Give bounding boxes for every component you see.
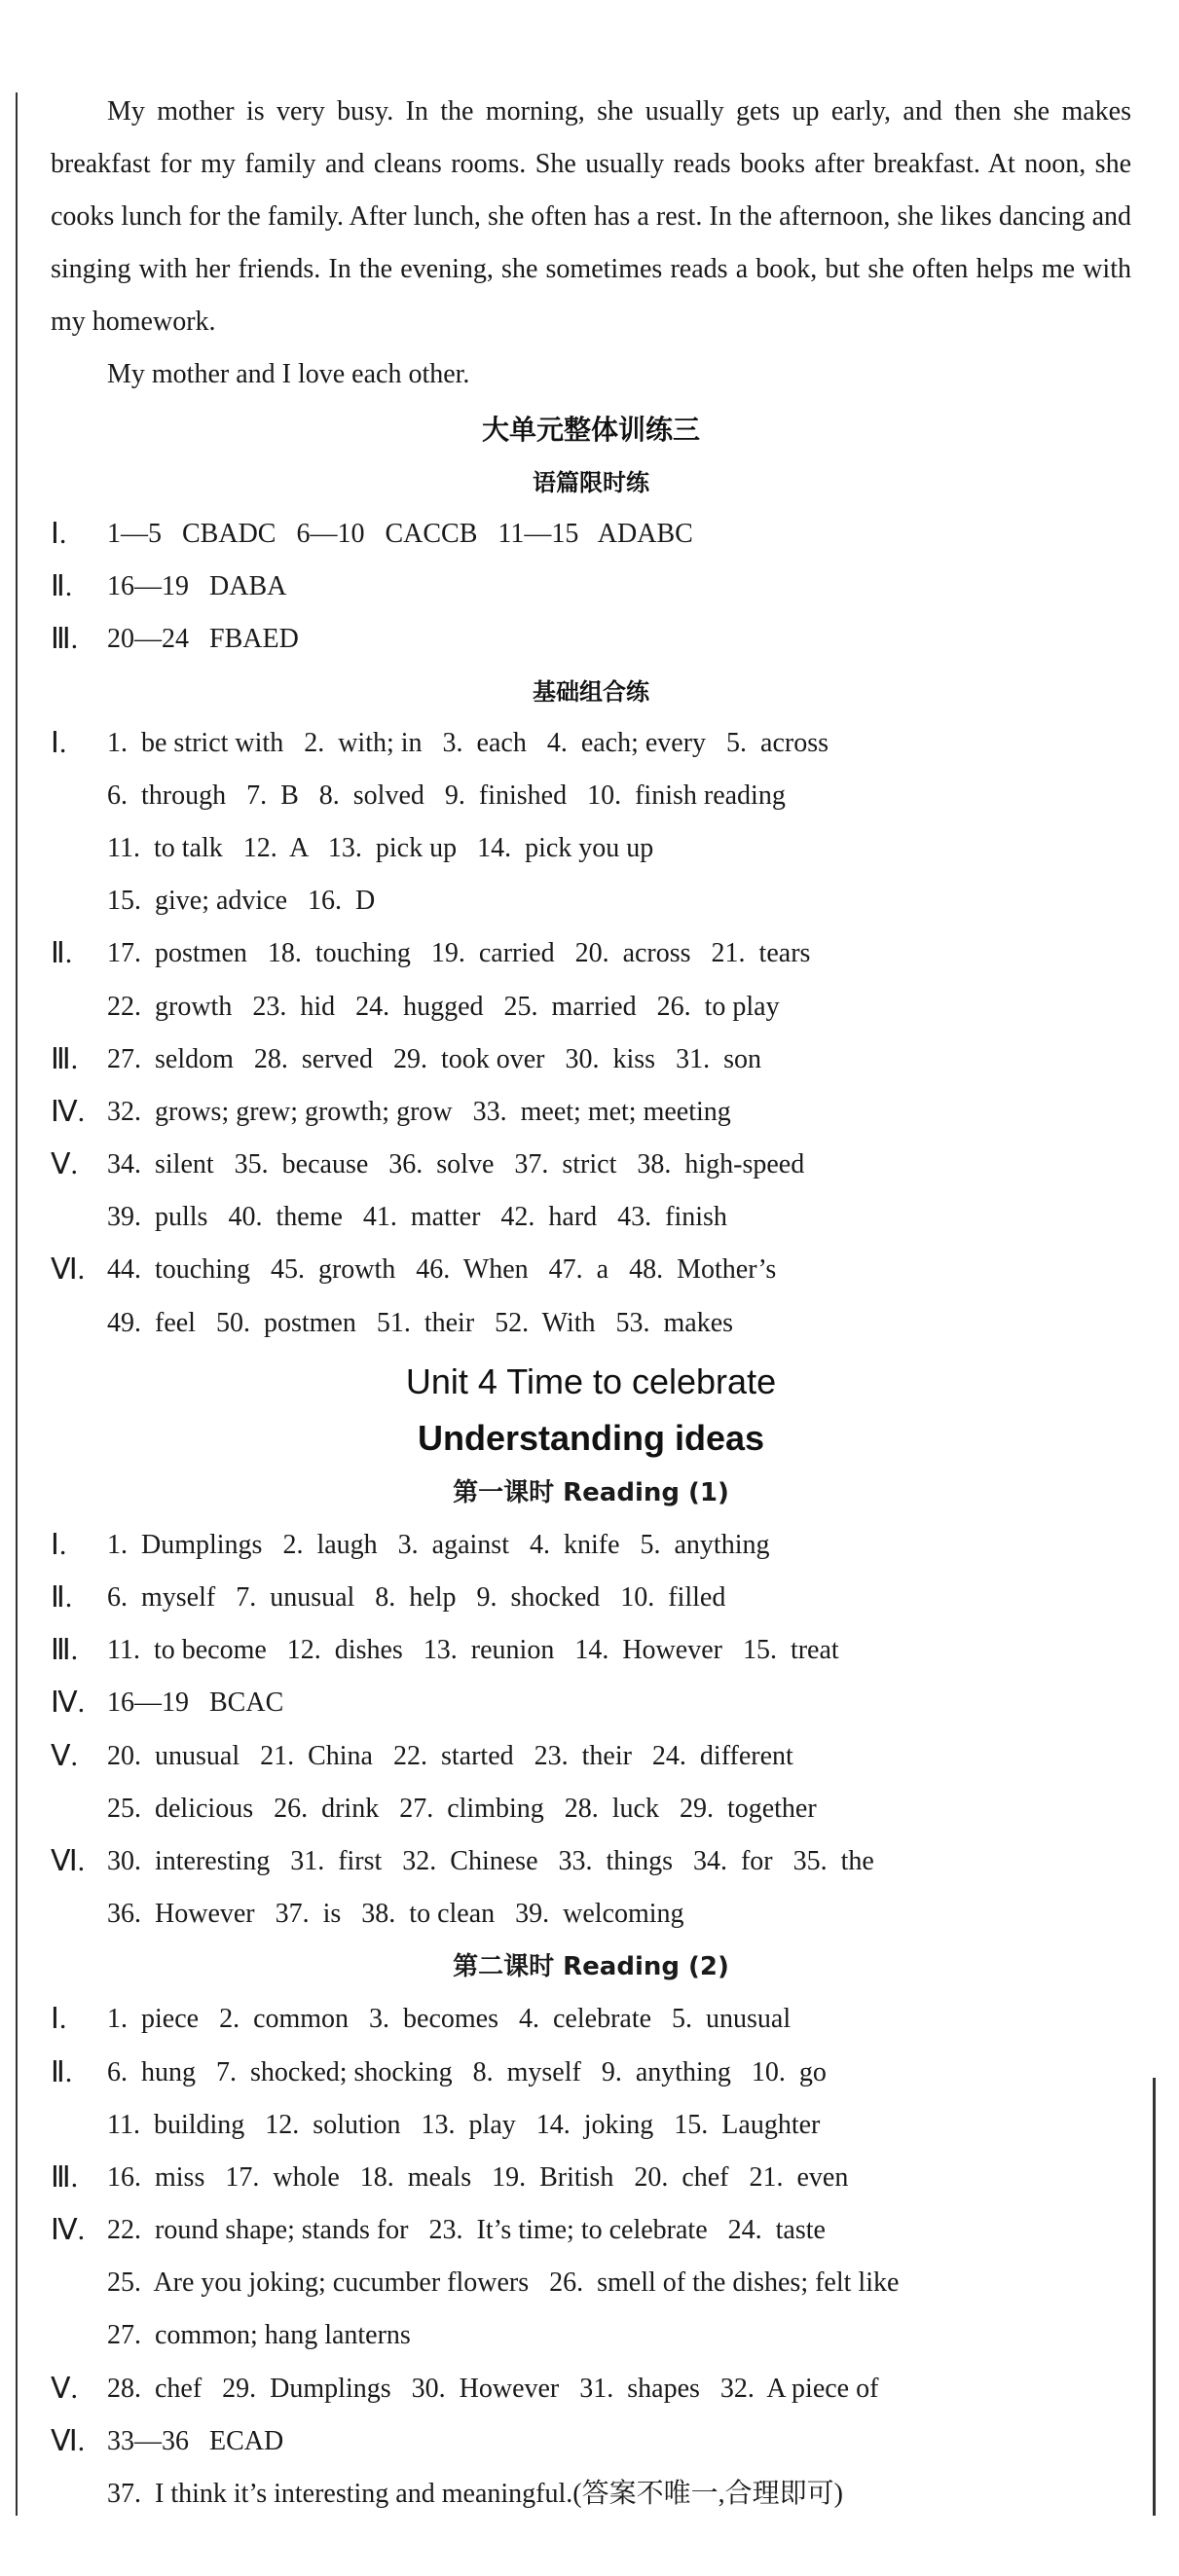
answer-text: 1. be strict with 2. with; in 3. each 4. each; every 5. across xyxy=(107,727,829,758)
roman-numeral: Ⅱ. xyxy=(51,1581,73,1614)
answer-row xyxy=(51,822,1131,875)
answer-row xyxy=(51,1191,1131,1244)
lesson1-answers xyxy=(51,1519,1131,1941)
roman-numeral: Ⅵ. xyxy=(51,1844,86,1877)
answer-text: 16. miss 17. whole 18. meals 19. British 20. chef 21. even xyxy=(107,2161,849,2193)
answer-text: 6. myself 7. unusual 8. help 9. shocked 10. filled xyxy=(107,1582,726,1613)
answer-text: 16—19 DABA xyxy=(107,571,287,602)
roman-numeral: Ⅵ. xyxy=(51,2424,86,2457)
answer-row xyxy=(51,770,1131,822)
answer-text: 25. delicious 26. drink 27. climbing 28. luck 29. together xyxy=(107,1793,817,1824)
lesson2-answers xyxy=(51,1993,1131,2521)
right-border-line xyxy=(1153,2078,1156,2516)
answer-text: 15. give; advice 16. D xyxy=(107,886,376,917)
passage-paragraph-1: My mother is very busy. In the morning, she usually gets up early, and then she makes breakfast for my family and cleans rooms. She usually reads books after breakfast. At noon, she cooks lunch for the family. After lunch, she often has a rest. In the afternoon, she likes dancing and singing with her friends. In the evening, she sometimes reads a book, but she often helps me with my homework. xyxy=(51,96,1131,337)
answer-row xyxy=(51,561,1131,613)
answer-text: 22. round shape; stands for 23. It’s time; to celebrate 24. taste xyxy=(107,2215,826,2246)
answer-row xyxy=(51,1086,1131,1139)
answer-text: 22. growth 23. hid 24. hugged 25. married 26. to play xyxy=(107,991,780,1022)
unit4-subtitle: Understanding ideas xyxy=(417,1417,765,1458)
reading-practice-answers xyxy=(51,508,1131,667)
answer-text: 30. interesting 31. first 32. Chinese 33. things 34. for 35. the xyxy=(107,1845,874,1876)
answer-row xyxy=(51,2257,1131,2309)
answer-row xyxy=(51,927,1131,980)
answer-row xyxy=(51,1244,1131,1296)
answer-text: 1—5 CBADC 6—10 CACCB 11—15 ADABC xyxy=(107,519,693,549)
answer-row xyxy=(51,1783,1131,1835)
roman-numeral: Ⅴ. xyxy=(51,1148,79,1181)
roman-numeral: Ⅲ. xyxy=(51,623,79,656)
roman-numeral: Ⅱ. xyxy=(51,570,73,603)
answer-text: 36. However 37. is 38. to clean 39. welcoming xyxy=(107,1899,684,1930)
answer-row xyxy=(51,1624,1131,1677)
answer-text: 11. building 12. solution 13. play 14. joking 15. Laughter xyxy=(107,2109,821,2140)
roman-numeral: Ⅲ. xyxy=(51,1634,79,1667)
answer-row xyxy=(51,2204,1131,2257)
roman-numeral: Ⅲ. xyxy=(51,2160,79,2194)
roman-numeral: Ⅲ. xyxy=(51,1042,79,1075)
answer-row xyxy=(51,2047,1131,2099)
answer-text: 44. touching 45. growth 46. When 47. a 48. Mother’s xyxy=(107,1254,777,1286)
answer-row xyxy=(51,1677,1131,1729)
answer-text: 20. unusual 21. China 22. started 23. their 24. different xyxy=(107,1740,793,1771)
answer-text: 32. grows; grew; growth; grow 33. meet; met; meeting xyxy=(107,1096,731,1127)
answer-text: 49. feel 50. postmen 51. their 52. With 53. makes xyxy=(107,1307,734,1338)
answer-text: 25. Are you joking; cucumber flowers 26. smell of the dishes; felt like xyxy=(107,2268,900,2299)
answer-text: 27. common; hang lanterns xyxy=(107,2320,411,2351)
roman-numeral: Ⅰ. xyxy=(51,726,67,759)
answer-text: 11. to become 12. dishes 13. reunion 14. However 15. treat xyxy=(107,1635,839,1666)
answer-text: 16—19 BCAC xyxy=(107,1687,284,1719)
section-title-unit3-review: 大单元整体训练三 xyxy=(481,414,700,446)
answer-text: 17. postmen 18. touching 19. carried 20. across 21. tears xyxy=(107,938,811,969)
answer-row xyxy=(51,2309,1131,2362)
answer-row xyxy=(51,2363,1131,2415)
answer-row xyxy=(51,1139,1131,1191)
roman-numeral: Ⅳ. xyxy=(51,2214,86,2247)
roman-numeral: Ⅰ. xyxy=(51,518,67,550)
answer-text: 6. through 7. B 8. solved 9. finished 10. finish reading xyxy=(107,780,786,811)
roman-numeral: Ⅱ. xyxy=(51,937,73,970)
answer-text: 1. piece 2. common 3. becomes 4. celebrate 5. unusual xyxy=(107,2004,792,2035)
lesson1-title: 第一课时 Reading (1) xyxy=(453,1477,729,1507)
answer-row xyxy=(51,1888,1131,1941)
answer-row xyxy=(51,2099,1131,2152)
answer-row xyxy=(51,1835,1131,1888)
passage-paragraph-2: My mother and I love each other. xyxy=(107,359,470,389)
unit4-title: Unit 4 Time to celebrate xyxy=(405,1361,777,1401)
roman-numeral: Ⅳ. xyxy=(51,1687,86,1720)
answer-text: 6. hung 7. shocked; shocking 8. myself 9. anything 10. go xyxy=(107,2056,827,2087)
answer-text: 27. seldom 28. served 29. took over 30. kiss 31. son xyxy=(107,1043,761,1074)
answer-row xyxy=(51,2415,1131,2468)
roman-numeral: Ⅵ. xyxy=(51,1253,86,1287)
subsection-title-basic-practice: 基础组合练 xyxy=(533,677,649,706)
content-column xyxy=(51,86,1131,2521)
lesson2-title: 第二课时 Reading (2) xyxy=(453,1952,729,1982)
answer-text: 1. Dumplings 2. laugh 3. against 4. knife 5. anything xyxy=(107,1529,770,1560)
roman-numeral: Ⅰ. xyxy=(51,2003,67,2036)
answer-row xyxy=(51,2468,1131,2521)
left-border-line xyxy=(16,92,18,2516)
answer-text: 37. I think it’s interesting and meaningful.(答案不唯一,合理即可) xyxy=(107,2479,843,2509)
answer-row xyxy=(51,613,1131,666)
basic-practice-answers xyxy=(51,717,1131,1350)
subsection-title-reading-practice: 语篇限时练 xyxy=(533,469,649,496)
answer-row xyxy=(51,2152,1131,2204)
answer-row xyxy=(51,1993,1131,2046)
answer-row xyxy=(51,1297,1131,1350)
answer-text: 20—24 FBAED xyxy=(107,624,299,655)
answer-text: 33—36 ECAD xyxy=(107,2425,284,2456)
roman-numeral: Ⅴ. xyxy=(51,1739,79,1772)
answer-text: 28. chef 29. Dumplings 30. However 31. shapes 32. A piece of xyxy=(107,2373,879,2404)
roman-numeral: Ⅳ. xyxy=(51,1095,86,1128)
answer-text: 34. silent 35. because 36. solve 37. strict 38. high-speed xyxy=(107,1149,805,1180)
answer-row xyxy=(51,1519,1131,1572)
answer-row xyxy=(51,1034,1131,1086)
answer-row xyxy=(51,508,1131,561)
answer-row xyxy=(51,875,1131,927)
roman-numeral: Ⅱ. xyxy=(51,2055,73,2088)
roman-numeral: Ⅴ. xyxy=(51,2372,79,2405)
answer-text: 39. pulls 40. theme 41. matter 42. hard 43. finish xyxy=(107,1202,727,1233)
answer-text: 11. to talk 12. A 13. pick up 14. pick you up xyxy=(107,832,654,863)
answer-row xyxy=(51,717,1131,770)
answer-row xyxy=(51,1730,1131,1783)
answer-row xyxy=(51,981,1131,1034)
roman-numeral: Ⅰ. xyxy=(51,1528,67,1561)
answer-row xyxy=(51,1572,1131,1624)
